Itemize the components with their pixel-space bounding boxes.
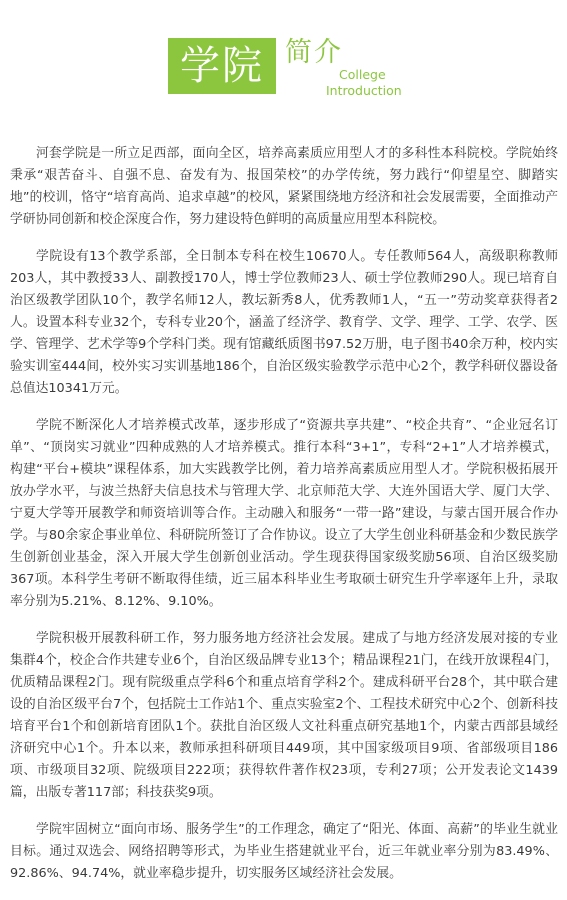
english-subtitle-line1: College: [339, 67, 386, 82]
english-subtitle-line2: Introduction: [326, 83, 402, 98]
paragraph-talent-cultivation: 学院不断深化人才培养模式改革，逐步形成了“资源共享共建”、“校企共育”、“企业冠名订单”、“顶岗实习就业”四种成熟的人才培养模式。推行本科“3+1”，专科“2+1”人才培养模式，构建“平台+模块”课程体系，加大实践教学比例，着力培养高素质应用型人才。学院积极拓展开放办学水平，与波兰热舒夫信息技术与管理大学、北京师范大学、大连外国语大学、厦门大学、宁夏大学等开展教学和师资培训等合作。主动融入和服务“一带一路”建设，与蒙古国开展合作办学。与80余家企事业单位、科研院所签订了合作协议。设立了大学生创业科研基金和少数民族学生创新创业基金，深入开展大学生创新创业活动。学生现获得国家级奖励56项、自治区级奖励367项。本科学生考研不断取得佳绩，近三届本科毕业生考取硕士研究生升学率逐年上升，录取率分别为5.21%、8.12%、9.10%。: [10, 418, 558, 609]
paragraph-faculty-resources: 学院设有13个教学系部，全日制本专科在校生10670人。专任教师564人，高级职称教师203人，其中教授33人、副教授170人，博士学位教师23人、硕士学位教师290人。现已培育自治区级教学团队10个，教学名师12人，教坛新秀8人，优秀教师1人，“五一”劳动奖章获得者2人。设置本科专业32个，专科专业20个，涵盖了经济学、教育学、文学、理学、工学、农学、医学、管理学、艺术学等9个学科门类。现有馆藏纸质图书97.52万册，电子图书40余万种，校内实验实训室444间，校外实习实训基地186个，自治区级实验教学示范中心2个，教学科研仪器设备总值达10341万元。: [10, 249, 558, 396]
article-body: [10, 143, 558, 900]
title-main: 学院: [180, 43, 264, 89]
title-sub: 简介: [285, 37, 343, 68]
paragraph-overview: 河套学院是一所立足西部，面向全区，培养高素质应用型人才的多科性本科院校。学院始终秉承“艰苦奋斗、自强不息、奋发有为、报国荣校”的办学传统，努力践行“仰望星空、脚踏实地”的校训，恪守“培育高尚、追求卓越”的校风，紧紧围绕地方经济和社会发展需要，全面推动产学研协同创新和校企深度合作，努力建设特色鲜明的高质量应用型本科院校。: [10, 146, 558, 227]
title-badge: [168, 38, 276, 94]
paragraph-research: 学院积极开展教科研工作，努力服务地方经济社会发展。建成了与地方经济发展对接的专业集群4个，校企合作共建专业6个，自治区级品牌专业13个；精品课程21门，在线开放课程4门，优质精品课程2门。现有院级重点学科6个和重点培育学科2个。建成科研平台28个，其中联合建设的自治区级平台7个，包括院士工作站1个、重点实验室2个、工程技术研究中心2个、创新科技培育平台1个和创新培育团队1个。获批自治区级人文社科重点研究基地1个，内蒙古西部县域经济研究中心1个。升本以来，教师承担科研项目449项，其中国家级项目9项、省部级项目186项、市级项目32项、院级项目222项；获得软件著作权23项，专利27项；公开发表论文1439篇，出版专著117部；科技获奖9项。: [10, 631, 558, 800]
paragraph-employment: 学院牢固树立“面向市场、服务学生”的工作理念，确定了“阳光、体面、高薪”的毕业生就业目标。通过双选会、网络招聘等形式，为毕业生搭建就业平台，近三年就业率分别为83.49%、92.86%、94.74%，就业率稳步提升，切实服务区域经济社会发展。: [10, 822, 558, 881]
